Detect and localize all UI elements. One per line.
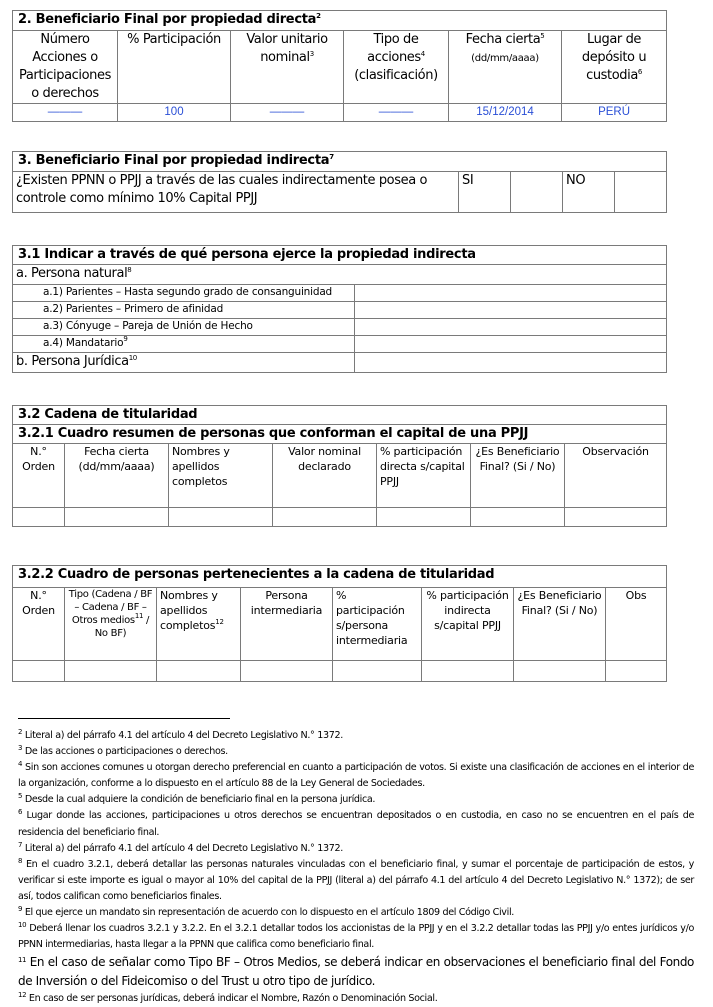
cell-observacion[interactable] [565, 508, 667, 527]
header-participacion-directa: % participación directa s/capital PPJJ [377, 444, 471, 508]
footnote-11: $^{11}$ En el caso de señalar como Tipo BF – Otros Medios, se deberá indicar en observaciones el beneficiario final del Fondo de Inversión o del Fideicomiso o del Trust u otro tipo de jurídico. [18, 955, 694, 989]
input-parientes-afinidad[interactable] [355, 302, 667, 319]
input-conyuge[interactable] [355, 319, 667, 336]
header-orden: N.° Orden [13, 588, 65, 661]
footnote-7: $^7$ Literal a) del párrafo 4.1 del artículo 4 del Decreto Legislativo N.° 1372. [18, 840, 343, 854]
footnote-8: $^8$ En el cuadro 3.2.1, deberá detallar las personas naturales vinculadas con el beneficiario final, y sumar el porcentaje de participación de estos, y verificar si este importe es igual o mayor al 10% del capital de la PPJJ (literal a) del párrafo 4.1 del artículo 4 del Decreto Legislativo N.° 1372); de ser así, todos califican como beneficiarios finales. [18, 856, 694, 902]
value-fecha-cierta[interactable]: 15/12/2014 [449, 104, 562, 122]
cell-fecha-cierta[interactable] [65, 508, 169, 527]
section-32-title: 3.2 Cadena de titularidad [13, 406, 667, 425]
cell-nombres[interactable] [169, 508, 273, 527]
footnotes [18, 728, 694, 1007]
header-es-beneficiario: ¿Es Beneficiario Final? (Si / No) [514, 588, 606, 661]
yes-checkbox-cell[interactable] [511, 172, 563, 213]
cell-orden[interactable] [13, 661, 65, 682]
no-checkbox-cell[interactable] [615, 172, 667, 213]
item-parientes-afinidad: a.2) Parientes – Primero de afinidad [13, 302, 355, 319]
footnote-10: $^{10}$ Deberá llenar los cuadros 3.2.1 y 3.2.2. En el 3.2.1 detallar todos los accionistas de la PPJJ y en el 3.2.2 detallar todas las PPJJ y/o entes jurídicos y/o PPNN intermediarias, hasta llegar a la PPNN que califica como beneficiario final. [18, 921, 694, 951]
cell-valor-nominal[interactable] [273, 508, 377, 527]
header-obs: Obs [606, 588, 667, 661]
header-valor-nominal: Valor nominal declarado [273, 444, 377, 508]
footnote-9: $^9$ El que ejerce un mandato sin representación de acuerdo con lo dispuesto en el artículo 1809 del Código Civil. [18, 905, 514, 919]
cell-participacion-intermediaria[interactable] [333, 661, 422, 682]
input-parientes-consanguinidad[interactable] [355, 285, 667, 302]
item-conyuge: a.3) Cónyuge – Pareja de Unión de Hecho [13, 319, 355, 336]
header-orden: N.° Orden [13, 444, 65, 508]
cell-tipo[interactable] [65, 661, 157, 682]
cell-es-beneficiario[interactable] [471, 508, 565, 527]
cell-participacion-indirecta[interactable] [422, 661, 514, 682]
section-31-title: 3.1 Indicar a través de qué persona ejerce la propiedad indirecta [13, 246, 667, 265]
indirect-ownership-table [12, 151, 667, 213]
indirect-person-table [12, 245, 667, 373]
value-valor-unitario[interactable]: ——— [231, 104, 344, 122]
item-mandatario: a.4) Mandatario$^9$ [13, 336, 355, 353]
chain-persons-table [12, 565, 667, 682]
header-participacion-intermediaria: % participación s/persona intermediaria [333, 588, 422, 661]
value-numero-acciones[interactable]: ——— [13, 104, 118, 122]
footnote-4: $^4$ Sin son acciones comunes u otorgan derecho preferencial en cuanto a participación de votos. Si existe una clasificación de acciones en el interior de la organización, conforme a lo dispuesto en el artículo 88 de la Ley General de Sociedades. [18, 760, 694, 790]
footnote-separator [18, 718, 230, 719]
header-nombres: Nombres y apellidos completos$^{12}$ [157, 588, 241, 661]
header-persona-intermediaria: Persona intermediaria [241, 588, 333, 661]
input-mandatario[interactable] [355, 336, 667, 353]
cell-obs[interactable] [606, 661, 667, 682]
section-3-title: 3. Beneficiario Final por propiedad indirecta$^7$ [13, 152, 667, 172]
cell-persona-intermediaria[interactable] [241, 661, 333, 682]
header-fecha-cierta: Fecha cierta (dd/mm/aaaa) [65, 444, 169, 508]
header-tipo: Tipo (Cadena / BF – Cadena / BF – Otros medios$^{11}$ / No BF) [65, 588, 157, 661]
footnote-6: $^6$ Lugar donde las acciones, participaciones u otros derechos se encuentran depositados o en custodia, en caso no se encuentren en el país de residencia del beneficiario final. [18, 808, 695, 838]
item-parientes-consanguinidad: a.1) Parientes – Hasta segundo grado de consanguinidad [13, 285, 355, 302]
indirect-ownership-question: ¿Existen PPNN o PPJJ a través de las cuales indirectamente posea o controle como mínimo 10% Capital PPJJ [13, 172, 459, 213]
header-participacion-indirecta: % participación indirecta s/capital PPJJ [422, 588, 514, 661]
section-321-title: 3.2.1 Cuadro resumen de personas que conforman el capital de una PPJJ [13, 425, 667, 444]
header-fecha-cierta: Fecha cierta$^5$ (dd/mm/aaaa) [449, 31, 562, 104]
no-label: NO [563, 172, 615, 213]
chain-summary-table [12, 405, 667, 527]
header-participacion: % Participación [118, 31, 231, 104]
value-lugar-deposito[interactable]: PERÚ [562, 104, 667, 122]
footnote-5: $^5$ Desde la cual adquiere la condición de beneficiario final en la persona jurídica. [18, 792, 376, 806]
yes-label: SI [459, 172, 511, 213]
header-es-beneficiario: ¿Es Beneficiario Final? (Si / No) [471, 444, 565, 508]
value-participacion[interactable]: 100 [118, 104, 231, 122]
header-numero-acciones: Número Acciones o Participaciones o derechos [13, 31, 118, 104]
value-tipo-acciones[interactable]: ——— [344, 104, 449, 122]
header-nombres: Nombres y apellidos completos [169, 444, 273, 508]
cell-nombres[interactable] [157, 661, 241, 682]
direct-ownership-table [12, 10, 667, 122]
cell-es-beneficiario[interactable] [514, 661, 606, 682]
section-2-title: 2. Beneficiario Final por propiedad directa$^2$ [13, 11, 667, 31]
cell-participacion-directa[interactable] [377, 508, 471, 527]
input-persona-juridica[interactable] [355, 353, 667, 373]
header-lugar-deposito: Lugar de depósito u custodia$^6$ [562, 31, 667, 104]
footnote-3: $^3$ De las acciones o participaciones o derechos. [18, 744, 228, 758]
footnote-12: $^{12}$ En caso de ser personas jurídicas, deberá indicar el Nombre, Razón o Denominación Social. [18, 991, 438, 1005]
cell-orden[interactable] [13, 508, 65, 527]
section-322-title: 3.2.2 Cuadro de personas pertenecientes a la cadena de titularidad [13, 566, 667, 588]
header-tipo-acciones: Tipo de acciones$^4$ (clasificación) [344, 31, 449, 104]
persona-natural-label: a. Persona natural$^8$ [13, 265, 667, 285]
persona-juridica-label: b. Persona Jurídica$^{10}$ [13, 353, 355, 373]
header-valor-unitario: Valor unitario nominal$^3$ [231, 31, 344, 104]
header-observacion: Observación [565, 444, 667, 508]
footnote-2: $^2$ Literal a) del párrafo 4.1 del artículo 4 del Decreto Legislativo N.° 1372. [18, 728, 343, 741]
